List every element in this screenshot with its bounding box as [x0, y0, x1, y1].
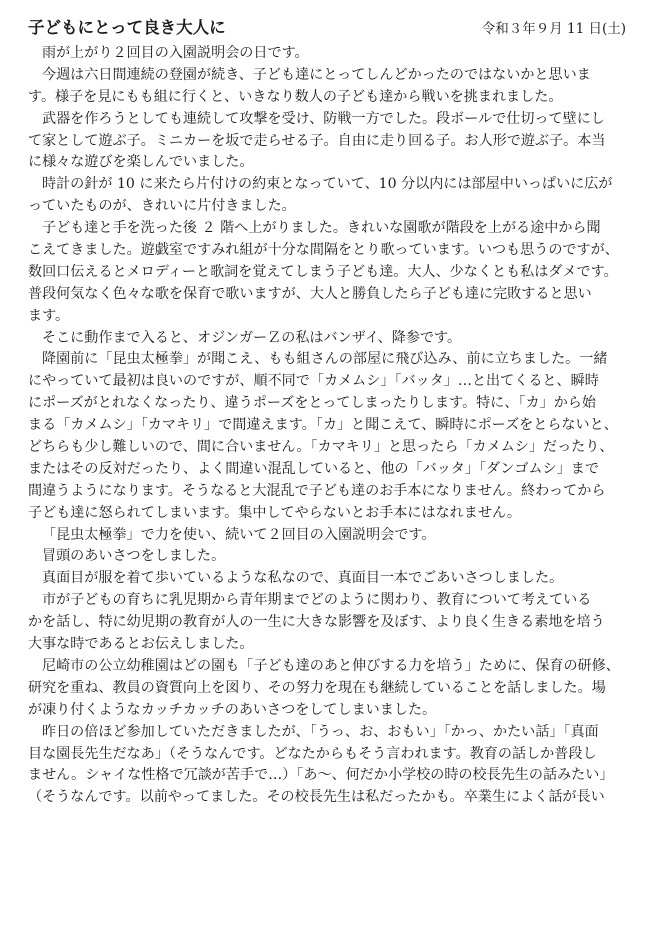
text-line: こえてきました。遊戯室ですみれ組が十分な間隔をとり歌っています。いつも思うのですが、 [28, 242, 619, 259]
document-title: 子どもにとって良き大人に [28, 18, 226, 37]
text-line: す。様子を見にもも組に行くと、いきなり数人の子ども達から戦いを挑まれました。 [28, 88, 563, 105]
text-line: 真面目が服を着て歩いているような私なので、真面目一本でごあいさつしました。 [42, 570, 564, 587]
document-body [28, 43, 634, 809]
text-line: 昨日の倍ほど参加していただきましたが、「うっ、お、おもい」「かっ、かたい話」「真面 [42, 723, 599, 740]
text-line: 普段何気なく色々な歌を保育で歌いますが、大人と勝負したら子ども達に完敗すると思い [28, 285, 592, 302]
text-line: まる「カメムシ」「カマキリ」で間違えます。「カ」と聞こえて、瞬時にポーズをとらないと、 [28, 417, 618, 434]
text-line: 時計の針が 10 に来たら片付けの約束となっていて、10 分以内には部屋中いっぱいに広が [42, 176, 613, 193]
text-line: 子ども達に怒られてしまいます。集中してやらないとお手本にはなれません。 [28, 504, 521, 521]
text-line: 武器を作ろうとしても連続して攻撃を受け、防戦一方でした。段ボールで仕切って壁にし [42, 110, 605, 127]
text-line: に様々な遊びを楽しんでいました。 [28, 154, 254, 171]
text-line: 間違うようになります。そうなると大混乱で子ども達のお手本になりません。終わってから [28, 482, 606, 499]
text-line: 目な園長先生だなあ」（そうなんです。どなたからもそう言われます。教育の話しか普段し [28, 745, 597, 762]
text-line: かを話し、特に幼児期の教育が人の一生に大きな影響を及ぼす、より良く生きる素地を培う [28, 614, 605, 631]
text-line: どちらも少し難しいので、間に合いません。「カマキリ」と思ったら「カメムシ」だったり、 [28, 439, 614, 456]
text-line: が凍り付くようなカッチカッチのあいさつをしてしまいました。 [28, 701, 437, 718]
text-line: 市が子どもの育ちに乳児期から青年期までどのように関わり、教育について考えている [42, 592, 592, 609]
text-line: て家として遊ぶ子。ミニカーを坂で走らせる子。自由に走り回る子。お人形で遊ぶ子。本当 [28, 132, 606, 149]
text-line: 「昆虫太極拳」で力を使い、続いて２回目の入園説明会です。 [42, 526, 436, 543]
text-line: っていたものが、きれいに片付きました。 [28, 198, 296, 215]
text-line: 子ども達と手を洗った後 ２ 階へ上がりました。きれいな園歌が階段を上がる途中から聞 [42, 220, 601, 237]
text-line: そこに動作まで入ると、オジンガーＺの私はバンザイ、降参です。 [42, 329, 462, 346]
text-line: 雨が上がり２回目の入園説明会の日です。 [42, 45, 309, 61]
text-line: 降園前に「昆虫太極拳」が聞こえ、もも組さんの部屋に飛び込み、前に立ちました。一緒 [42, 351, 608, 368]
text-line: 今週は六日間連続の登園が続き、子ども達にとってしんどかったのではないかと思いま [42, 66, 591, 83]
text-line: 研究を重ね、教員の資質向上を図り、その努力を現在も継続していることを話しました。場 [28, 679, 606, 696]
text-line: ません。シャイな性格で冗談が苦手で…）「あ〜、何だか小学校の時の校長先生の話みたい」 [28, 767, 614, 784]
text-line: にポーズがとれなくなったり、違うポーズをとってしまったりします。特に、「カ」から始 [28, 395, 596, 412]
text-line: にやっていて最初は良いのですが、順不同で「カメムシ」「バッタ」…と出てくると、瞬時 [28, 373, 599, 390]
document-date: 令和３年９月 11 日(土) [481, 21, 626, 37]
text-line: またはその反対だったり、よく間違い混乱していると、他の「バッタ」「ダンゴムシ」まで [28, 460, 599, 477]
text-line: 数回口伝えるとメロディーと歌詞を覚えてしまう子ども達。大人、少なくとも私はダメです。 [28, 263, 618, 280]
text-line: 大事な時であるとお伝えしました。 [28, 636, 254, 653]
text-line: （そうなんです。以前やってました。その校長先生は私だったかも。卒業生によく話が長い [28, 789, 605, 806]
text-line: 冒頭のあいさつをしました。 [42, 548, 226, 565]
text-line: 尼崎市の公立幼稚園はどの園も「子ども達のあと伸びする力を培う」ために、保育の研修、 [42, 657, 620, 674]
text-line: ます。 [28, 307, 70, 324]
